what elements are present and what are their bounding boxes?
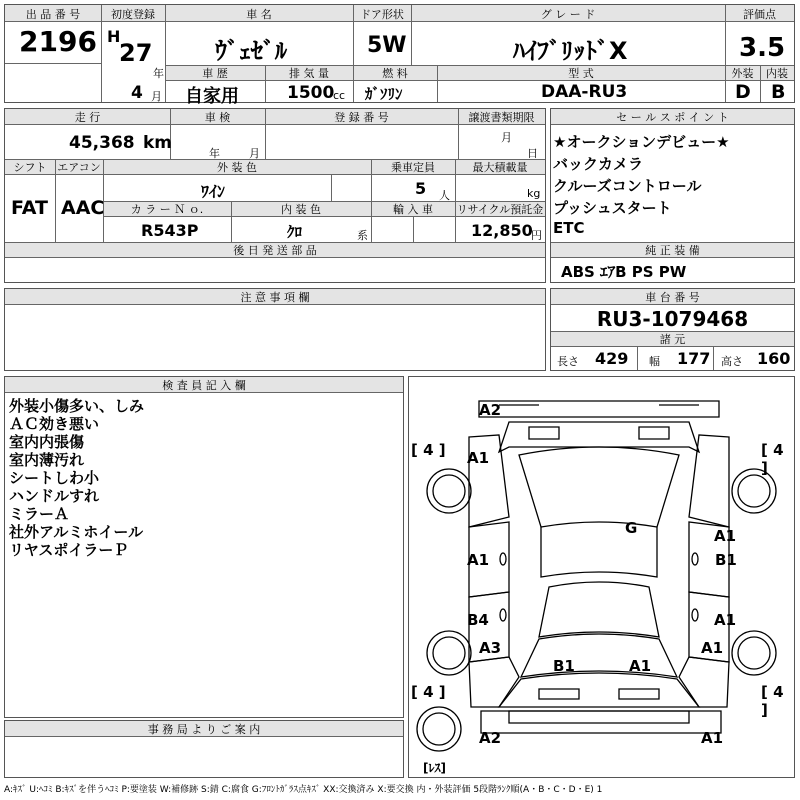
car-outline-diagram <box>409 377 794 777</box>
sales-points-box <box>550 108 795 283</box>
first-reg-label: 初度登録 <box>111 8 155 21</box>
interior-color: ｸﾛ <box>287 223 303 241</box>
height: 160 <box>757 349 791 368</box>
damage-mark: A1 <box>629 657 652 675</box>
spec-label: 諸 元 <box>659 333 686 346</box>
equipment: ABS ｴｱB PS PW <box>561 263 687 281</box>
fuel-label: 燃 料 <box>382 67 408 80</box>
notes-label: 注 意 事 項 欄 <box>240 291 310 304</box>
damage-mark: G <box>625 519 638 537</box>
int-color-label: 内 装 色 <box>281 203 321 216</box>
insp-year-unit: 年 <box>209 147 220 160</box>
spare-tire: [ﾚｽ] <box>423 761 446 775</box>
door-type: 5W <box>367 33 407 58</box>
color-no-label: カ ラ ー Ｎ ｏ. <box>130 203 204 216</box>
inspector-note: ＡＣ効き悪い <box>9 415 100 433</box>
era: H <box>107 27 121 46</box>
displacement: 1500 <box>287 83 335 103</box>
width: 177 <box>677 349 711 368</box>
tire-tread-rl: [ 4 ] <box>411 683 446 701</box>
color-label: 外 装 色 <box>217 161 257 174</box>
notes-box <box>4 288 546 371</box>
import-label: 輸 入 車 <box>393 203 433 216</box>
header-block <box>4 4 795 107</box>
inspector-note: シートしわ小 <box>9 469 100 487</box>
reg-year: 27 <box>119 39 153 67</box>
inspector-note: 室内薄汚れ <box>9 451 85 469</box>
grade: ﾊｲﾌﾞﾘｯﾄﾞX <box>513 37 628 65</box>
tire-tread-rr: [ 4 ] <box>761 683 784 719</box>
tire-tread-fl: [ 4 ] <box>411 441 446 459</box>
score-label: 評価点 <box>743 8 776 21</box>
interior-label: 内装 <box>766 67 788 80</box>
inspector-note: 社外アルミホイール <box>9 523 144 541</box>
inspector-note: リヤスポイラーＰ <box>9 541 129 559</box>
inspector-box <box>4 376 404 718</box>
legend: A:ｷｽﾞ U:ﾍｺﾐ B:ｷｽﾞを伴うﾍｺﾐ P:要塗装 W:補修跡 S:錆 C:腐食 G:ﾌﾛﾝﾄｶﾞﾗｽ点ｷｽﾞ XX:交換済み X:要交換 内・外装評価 5段階ﾗﾝｸ順(A・B・C・D・E) 1 <box>4 785 603 795</box>
inspector-note: ハンドルすれ <box>9 487 100 505</box>
exterior-grade: D <box>735 81 751 103</box>
inspector-note: 室内内張傷 <box>9 433 85 451</box>
sales-point-item: ETC <box>553 219 585 237</box>
chassis-number: RU3-1079468 <box>596 307 749 331</box>
transfer-month-unit: 月 <box>501 131 512 144</box>
equipment-label: 純 正 装 備 <box>645 244 700 257</box>
door-label: ドア形状 <box>360 8 404 21</box>
transfer-day-unit: 日 <box>527 147 538 160</box>
damage-mark: A3 <box>479 639 502 657</box>
exterior-color: ﾜｲﾝ <box>201 182 226 201</box>
capacity: 5 <box>415 179 427 198</box>
insp-month-unit: 月 <box>249 147 260 160</box>
damage-mark: A2 <box>479 729 502 747</box>
model: DAA-RU3 <box>541 82 628 102</box>
month-unit: 月 <box>151 90 162 103</box>
sales-point-item: クルーズコントロール <box>553 177 702 195</box>
year-unit: 年 <box>153 67 164 80</box>
damage-mark: A1 <box>467 449 490 467</box>
load-unit: kg <box>527 187 541 200</box>
int-color-unit: 系 <box>357 229 368 242</box>
capacity-label: 乗車定員 <box>391 161 435 174</box>
inspection-label: 車 検 <box>204 111 231 124</box>
specs-block <box>4 108 546 283</box>
chassis-label: 車 台 番 号 <box>645 291 700 304</box>
recycle-unit: 円 <box>531 229 542 242</box>
sales-point-item: プッシュスタート <box>553 199 672 217</box>
damage-diagram <box>408 376 795 778</box>
damage-mark: A1 <box>714 611 737 629</box>
mileage: 45,368 <box>69 133 135 153</box>
inspector-note: ミラーＡ <box>9 505 70 523</box>
displacement-label: 排 気 量 <box>289 67 329 80</box>
office-label: 事 務 局 よ り ご 案 内 <box>147 723 261 736</box>
shift-label: シフト <box>13 161 47 174</box>
mileage-unit: km <box>143 133 173 153</box>
inspector-label: 検 査 員 記 入 欄 <box>162 379 246 392</box>
car-name-label: 車 名 <box>246 8 272 21</box>
tire-tread-fr: [ 4 ] <box>761 441 784 477</box>
car-history: 自家用 <box>185 86 239 107</box>
car-name: ｳﾞｪｾﾞﾙ <box>215 37 287 65</box>
lot-number-label: 出 品 番 号 <box>25 8 81 21</box>
later-parts-label: 後 日 発 送 部 品 <box>233 244 317 257</box>
model-label: 型 式 <box>568 67 594 80</box>
reg-number-label: 登 録 番 号 <box>334 111 389 124</box>
damage-mark: A1 <box>701 729 724 747</box>
reg-month: 4 <box>131 83 143 103</box>
ac-label: エアコン <box>57 161 101 174</box>
transfer-label: 譲渡書類期限 <box>468 111 535 124</box>
lot-number: 2196 <box>19 25 97 58</box>
damage-mark: A1 <box>714 527 737 545</box>
ac: AAC <box>61 197 105 219</box>
length: 429 <box>595 349 629 368</box>
chassis-box <box>550 288 795 371</box>
damage-mark: A1 <box>467 551 490 569</box>
length-label: 長さ <box>557 355 579 368</box>
damage-mark: B4 <box>467 611 489 629</box>
inspector-note: 外装小傷多い、しみ <box>9 397 145 415</box>
sales-point-item: ★オークションデビュー★ <box>553 133 730 151</box>
fuel: ｶﾞｿﾘﾝ <box>365 85 403 103</box>
damage-mark: B1 <box>553 657 575 675</box>
width-label: 幅 <box>649 355 660 368</box>
exterior-label: 外装 <box>731 67 754 80</box>
damage-mark: A1 <box>701 639 724 657</box>
height-label: 高さ <box>721 355 743 368</box>
recycle-fee: 12,850 <box>471 221 533 240</box>
recycle-label: リサイクル預託金 <box>456 203 544 216</box>
capacity-unit: 人 <box>439 189 450 202</box>
sales-point-item: バックカメラ <box>553 155 644 173</box>
displacement-unit: cc <box>333 89 346 102</box>
office-box <box>4 720 404 778</box>
interior-grade: B <box>771 81 786 103</box>
shift: FAT <box>11 197 48 219</box>
damage-mark: A2 <box>479 401 502 419</box>
damage-mark: B1 <box>715 551 737 569</box>
color-number: R543P <box>141 221 199 240</box>
grade-label: グ レ ー ド <box>540 8 596 21</box>
sales-points-label: セ ー ル ス ポ イ ン ト <box>616 111 729 124</box>
score: 3.5 <box>739 33 786 63</box>
history-label: 車 歴 <box>202 67 228 80</box>
load-label: 最大積載量 <box>472 161 528 174</box>
mileage-label: 走 行 <box>74 111 101 124</box>
